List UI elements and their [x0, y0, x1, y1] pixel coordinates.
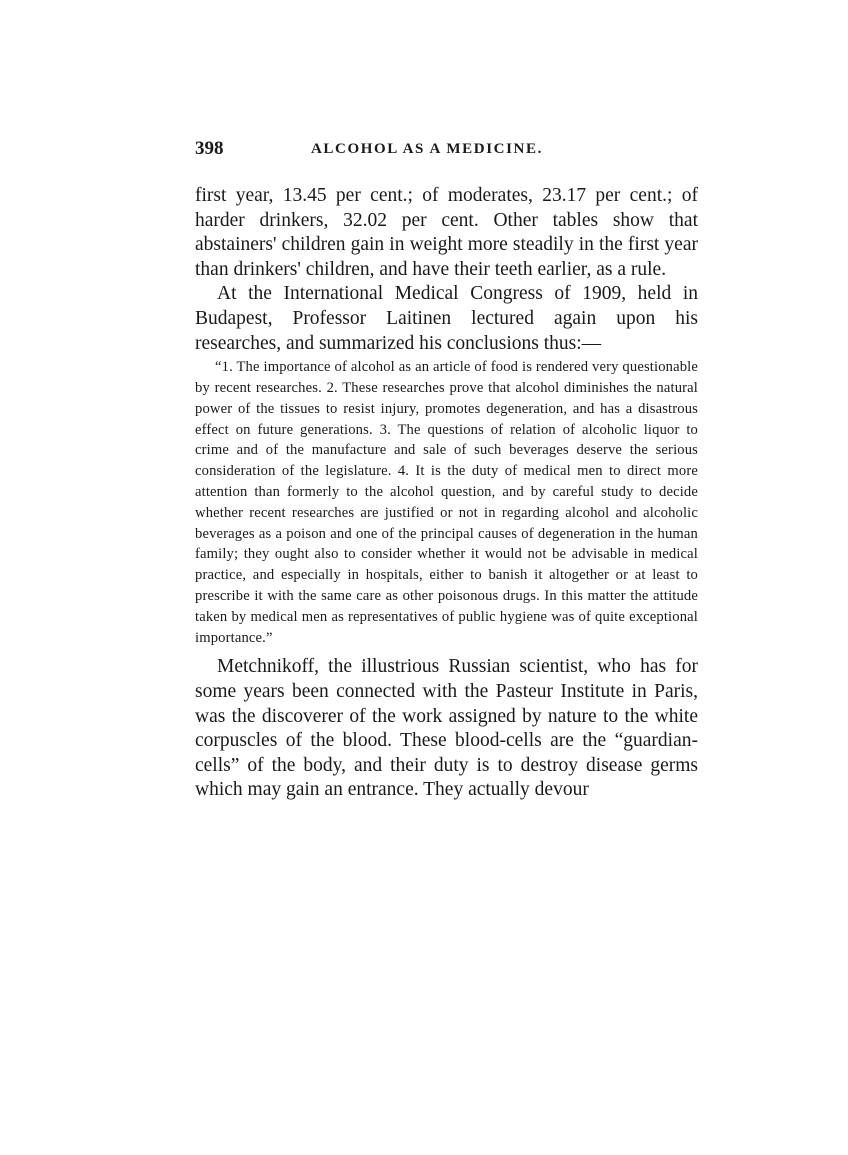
paragraph-metchnikoff: Metchnikoff, the illustrious Russian scientist, who has for some years been connected with the Pasteur Institute in Paris, was the discoverer of the work assigned by nature to the white corpuscles of the blood. These blood-cells are the “guardian-cells” of the body, and their duty is to destroy disease germs which may gain an entrance. They actually devour [195, 656, 698, 801]
page-number: 398 [195, 138, 224, 159]
paragraph-continued-statistics: first year, 13.45 per cent.; of moderates, 23.17 per cent.; of harder drinkers, 32.02 per cent. Other tables show that abstainers' children gain in weight more steadily in the first year than drinkers' children, and have their teeth earlier, as a rule. [195, 185, 698, 280]
running-head [195, 138, 698, 164]
book-page [195, 138, 698, 803]
quoted-conclusions: “1. The importance of alcohol as an article of food is rendered very questionable by recent researches. 2. These researches prove that alcohol diminishes the natural power of the tissues to resist injury, promotes degeneration, and has a disastrous effect on future generations. 3. The questions of relation of alcoholic liquor to crime and of the manufacture and sale of such beverages deserve the serious consideration of the legislature. 4. It is the duty of medical men to direct more attention than formerly to the alcohol question, and by careful study to decide whether recent researches are justified or not in regarding alcohol and alcoholic beverages as a poison and one of the principal causes of degeneration in the human family; they ought also to consider whether it would not be advisable in medical practice, and especially in hospitals, either to banish it altogether or at least to prescribe it with the same care as other poisonous drugs. In this matter the attitude taken by medical men as representatives of public hygiene was of quite exceptional importance.” [195, 359, 698, 646]
paragraph-congress-1909: At the International Medical Congress of 1909, held in Budapest, Professor Laitinen lectured again upon his researches, and summarized his conclusions thus:— [195, 283, 698, 354]
running-title: ALCOHOL AS A MEDICINE. [311, 141, 543, 157]
